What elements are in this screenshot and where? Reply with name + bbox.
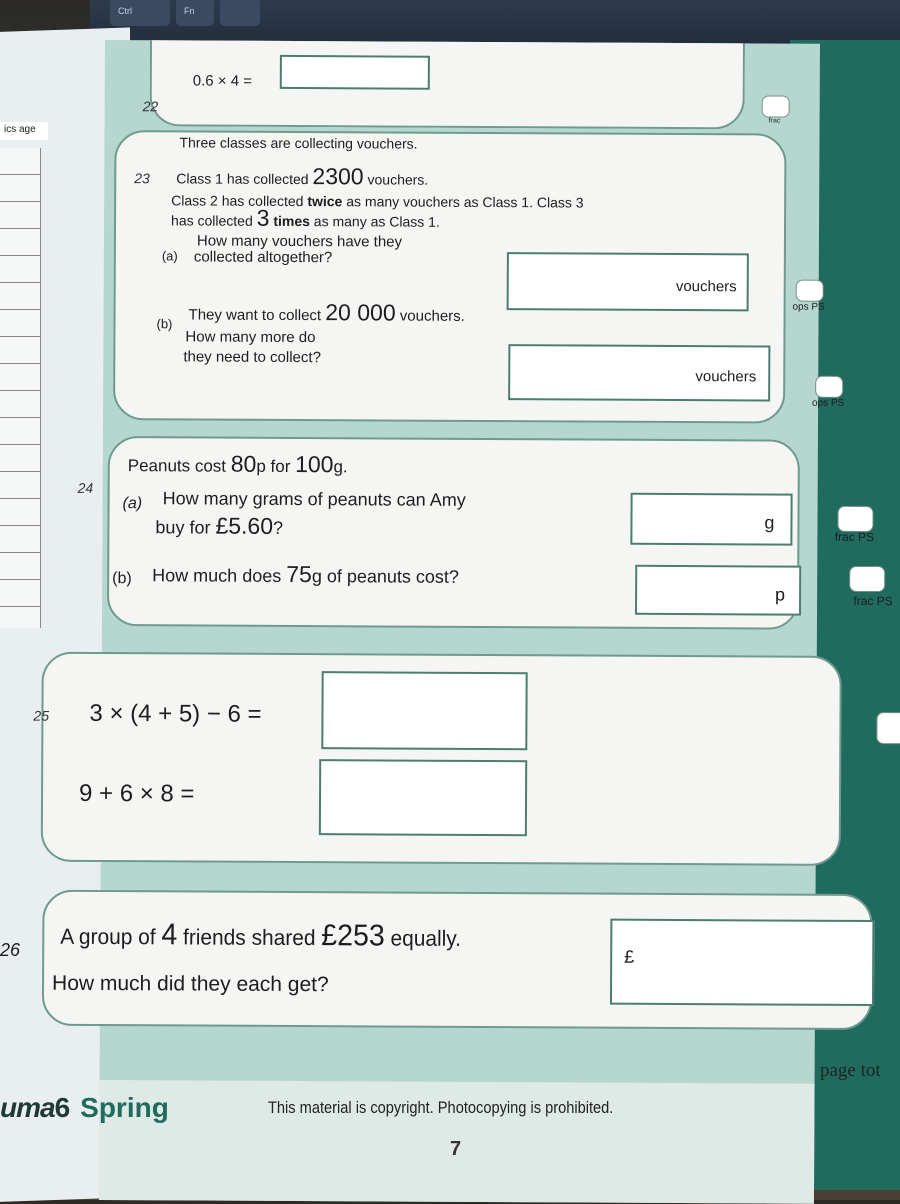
q24-intro-post: g. [333,457,348,477]
q24b-mark-label: frac PS [853,593,893,609]
q22-mark-label: frac [768,117,781,125]
q23-line1-num: 2300 [312,163,364,190]
q23b-line1-pre: They want to collect [188,306,326,325]
q24a-answer-box[interactable] [630,493,792,546]
q24a-line2-num: £5.60 [215,512,274,539]
q23b-line1 [189,298,465,326]
q23b-line2: How many more do [185,328,316,347]
q23a-line1: How many vouchers have they [196,232,403,251]
q24a-mark-box[interactable] [837,506,873,532]
q23b-line1-num: 20 000 [325,299,396,326]
q23-line3-bold: times [269,212,310,230]
q22-mark-box[interactable] [762,95,790,117]
q25-expression-1: 3 × (4 + 5) − 6 = [89,699,262,728]
q24b-answer-box[interactable] [635,565,801,616]
brand-number: 6 [54,1092,71,1123]
q24b-label: (b) [112,570,132,588]
q26-line1 [60,918,461,954]
q24a-line2 [155,512,283,540]
q22-answer-box[interactable] [280,55,430,90]
question-25-number: 25 [33,707,50,724]
left-page-lines [0,148,41,628]
brand-prefix: uma [0,1092,55,1123]
q24a-line2-post: ? [272,517,284,538]
q24b-line-post: g of peanuts cost? [311,566,460,587]
q24a-line1: How many grams of peanuts can Amy [162,488,466,510]
q24b-unit: p [775,584,786,605]
q24b-line [152,560,459,589]
q23a-mark-box[interactable] [796,280,824,302]
q24-intro-num1: 80 [230,450,257,477]
q23a-mark-label: ops PS [792,301,825,313]
page-total-label: page tot [820,1060,881,1081]
q26-line1-num2: £253 [321,919,385,953]
q23-line1 [176,162,428,190]
q26-line1-post: equally. [384,925,462,951]
q23a-unit: vouchers [675,277,737,296]
q23-intro: Three classes are collecting vouchers. [179,134,418,152]
q23b-mark-box[interactable] [815,376,843,398]
q23b-answer-box[interactable] [508,344,770,401]
q26-currency: £ [624,946,635,967]
q23b-unit: vouchers [695,368,757,386]
q23-line3 [171,204,440,232]
q24a-line2-pre: buy for [155,517,216,538]
q23b-label: (b) [156,316,173,332]
q23b-line3: they need to collect? [183,348,321,367]
q26-line2: How much did they each get? [52,971,329,997]
brand-term: Spring [80,1092,169,1123]
key-fn: Fn [176,0,214,26]
q24b-mark-box[interactable] [849,566,885,592]
q26-line1-mid: friends shared [177,924,322,951]
q23-line1-pre: Class 1 has collected [176,170,313,188]
q24b-line-num: 75 [286,560,312,588]
question-23-number: 23 [134,170,150,187]
q24a-unit: g [764,512,775,533]
footer-copyright: This material is copyright. Photocopying is prohibited. [268,1098,614,1117]
q23-line1-post: vouchers. [363,171,429,188]
q24a-label: (a) [122,495,143,513]
q23b-line1-post: vouchers. [395,307,465,325]
q24-intro [128,450,348,478]
q23-line2-bold: twice [307,193,343,210]
q25-mark-box[interactable] [876,712,900,744]
q26-line1-pre: A group of [60,923,162,950]
question-24-number: 24 [77,479,94,496]
q23-line3-num: 3 [256,204,270,231]
q22-prompt: 0.6 × 4 = [192,72,253,90]
q25-answer-box-1[interactable] [321,671,527,750]
q23a-line2: collected altogether? [193,248,333,267]
q24a-mark-label: frac PS [834,529,875,545]
footer-page-number: 7 [450,1138,462,1160]
q24-intro-pre: Peanuts cost [127,456,231,476]
q23a-label: (a) [161,248,178,264]
q24-intro-mid: p for [256,456,296,477]
q23a-answer-box[interactable] [507,252,749,311]
q25-answer-box-2[interactable] [319,759,527,836]
key-blank [220,0,260,26]
q24b-line-pre: How much does [152,565,287,586]
q26-answer-box[interactable] [610,919,874,1006]
left-page-tab: ics age [0,122,48,140]
q23-line2-post: as many vouchers as Class 1. Class 3 [342,193,584,211]
q24-intro-num2: 100 [295,451,334,478]
q23-line3-pre: has collected [171,212,257,229]
q23b-mark-label: ops PS [811,397,845,409]
q23-line3-post: as many as Class 1. [309,213,440,230]
question-22-number: 22 [142,98,159,115]
q23-line2-pre: Class 2 has collected [171,192,308,210]
q25-expression-2: 9 + 6 × 8 = [78,779,195,808]
left-question-number: 26 [0,940,21,960]
q26-line1-num1: 4 [161,918,178,952]
footer-brand [0,1092,169,1124]
key-ctrl: Ctrl [110,0,170,26]
